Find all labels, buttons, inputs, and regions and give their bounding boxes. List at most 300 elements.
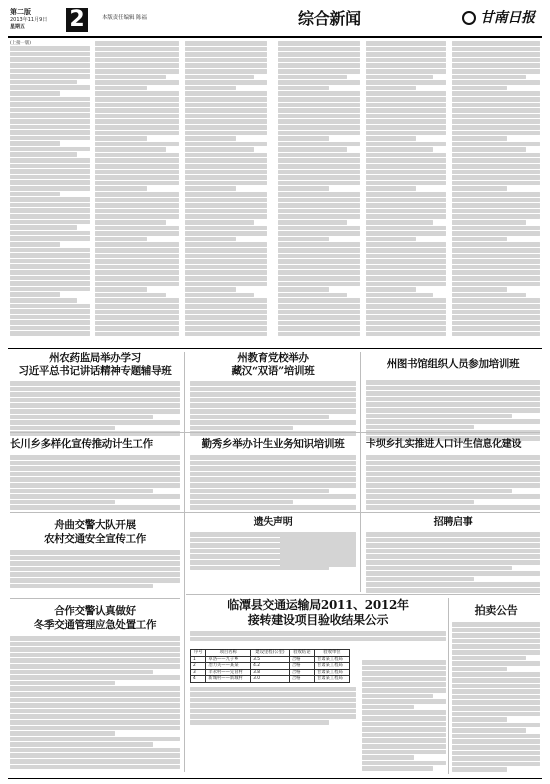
text-line (366, 103, 446, 108)
text-line (366, 538, 540, 543)
text-line (452, 712, 540, 717)
text-line (95, 125, 179, 130)
text-line (366, 198, 446, 203)
text-line (366, 47, 446, 52)
text-line (366, 214, 446, 219)
article-a4-headline: 长川乡多样化宣传推动计生工作 (10, 438, 153, 450)
text-line (366, 91, 446, 96)
text-line (452, 147, 526, 152)
section-title: 综合新闻 (298, 9, 361, 28)
text-line (95, 209, 179, 214)
text-line (278, 186, 329, 191)
text-line (366, 231, 446, 236)
text-line (95, 237, 147, 242)
text-line (366, 293, 433, 298)
text-line (10, 85, 90, 90)
text-line (95, 153, 179, 158)
text-line (10, 714, 180, 719)
text-line (452, 259, 540, 264)
text-line (278, 298, 360, 303)
text-line (366, 181, 446, 186)
table-cell: 3.0 (251, 676, 290, 683)
text-line (366, 186, 416, 191)
text-line (190, 461, 356, 466)
text-line (366, 41, 446, 46)
text-line (452, 717, 507, 722)
text-line (452, 304, 540, 309)
text-line (10, 315, 90, 320)
text-line (278, 103, 360, 108)
text-line (10, 584, 153, 589)
big-notice-side-text (362, 660, 446, 776)
text-line (366, 461, 540, 466)
text-line (10, 304, 90, 309)
article-a8-headline: 合作交警认真做好 (54, 605, 136, 617)
text-line (366, 483, 540, 488)
text-line (278, 259, 360, 264)
text-line (278, 254, 360, 259)
text-line (185, 52, 267, 57)
masthead-rule (8, 36, 542, 38)
text-line (95, 231, 179, 236)
text-line (278, 147, 347, 152)
text-line (452, 91, 540, 96)
text-line (362, 710, 446, 715)
text-line (190, 698, 356, 703)
text-line (185, 91, 267, 96)
text-line (10, 426, 115, 431)
text-line (10, 225, 77, 230)
text-line (366, 500, 474, 505)
text-line (452, 131, 540, 136)
text-line (362, 705, 414, 710)
text-line (10, 158, 90, 163)
text-line (278, 58, 360, 63)
text-line (452, 41, 540, 46)
table-cell: 4 (191, 676, 206, 683)
text-line (278, 310, 360, 315)
text-line (366, 577, 474, 582)
text-line (452, 231, 540, 236)
table-header-cell: 项目名称 (206, 650, 251, 657)
text-line (278, 315, 360, 320)
text-line (190, 494, 356, 499)
text-line (452, 214, 540, 219)
text-line (278, 198, 360, 203)
text-line (185, 214, 267, 219)
text-line (10, 461, 180, 466)
text-line (10, 203, 90, 208)
text-line (452, 248, 540, 253)
text-line (366, 543, 540, 548)
article-a2-headline2: 藏汉“双语”培训班 (231, 365, 315, 377)
text-line (366, 408, 540, 413)
text-line (452, 52, 540, 57)
text-line (362, 755, 414, 760)
text-line (278, 47, 360, 52)
text-line (278, 304, 360, 309)
text-line (10, 180, 90, 185)
text-line (190, 687, 356, 692)
text-line (452, 639, 540, 644)
text-line (452, 326, 540, 331)
misc-notice (280, 534, 356, 570)
text-line (185, 75, 254, 80)
text-line (452, 181, 540, 186)
article-a5 (190, 438, 356, 511)
text-line (10, 403, 180, 408)
text-line (95, 248, 179, 253)
text-line (185, 125, 267, 130)
text-line (452, 734, 540, 739)
text-line (278, 97, 360, 102)
text-line (452, 270, 540, 275)
text-line (10, 175, 90, 180)
text-line (10, 214, 90, 219)
text-line (278, 136, 329, 141)
text-line (278, 293, 347, 298)
text-line (366, 136, 416, 141)
text-line (95, 63, 179, 68)
text-line (185, 226, 267, 231)
text-line (278, 142, 360, 147)
text-line (452, 644, 540, 649)
text-line (185, 108, 267, 113)
text-line (366, 588, 540, 593)
text-line (185, 287, 236, 292)
article-a3-headline: 州图书馆组织人员参加培训班 (386, 358, 520, 370)
text-line (95, 86, 147, 91)
text-line (185, 47, 267, 52)
text-line (366, 549, 540, 554)
text-line (366, 158, 446, 163)
text-line (452, 136, 507, 141)
text-line (10, 164, 90, 169)
text-line (185, 58, 267, 63)
text-line (366, 209, 446, 214)
text-line (452, 119, 540, 124)
text-line (95, 265, 179, 270)
text-line (362, 727, 446, 732)
text-line (366, 321, 446, 326)
text-line (95, 58, 179, 63)
text-line (362, 660, 446, 665)
text-line (10, 726, 180, 731)
article-a1-body (10, 381, 180, 437)
text-line (190, 466, 356, 471)
text-line (366, 131, 446, 136)
text-line (10, 753, 180, 758)
text-line (10, 472, 180, 477)
text-line (185, 326, 267, 331)
text-line (95, 158, 179, 163)
article-a1-headline: 州农药监局举办学习 (49, 352, 141, 364)
text-line (362, 716, 446, 721)
top-col-1-text (10, 46, 90, 340)
text-line (10, 505, 180, 510)
text-line (185, 198, 267, 203)
text-line (95, 310, 179, 315)
table-header-cell: 验收结论 (289, 650, 314, 657)
text-line (452, 103, 540, 108)
text-line (95, 226, 179, 231)
text-line (10, 52, 90, 57)
text-line (278, 75, 347, 80)
text-line (366, 402, 540, 407)
article-a2-headline: 州教育党校举办 (237, 352, 309, 364)
text-line (190, 714, 356, 719)
text-line (278, 170, 360, 175)
text-line (278, 248, 360, 253)
text-line (278, 287, 329, 292)
article-a4-body (10, 455, 180, 511)
text-line (185, 142, 267, 147)
text-line (278, 63, 360, 68)
text-line (366, 571, 540, 576)
text-line (10, 381, 180, 386)
table-cell: 新城村——新城村 (206, 676, 251, 683)
text-line (452, 672, 540, 677)
text-line (185, 103, 267, 108)
text-line (10, 765, 180, 770)
text-line (278, 80, 360, 85)
text-line (452, 628, 540, 633)
text-line (95, 175, 179, 180)
text-line (278, 125, 360, 130)
newspaper-emblem-icon (462, 11, 476, 25)
text-line (95, 220, 166, 225)
text-line (366, 108, 446, 113)
big-notice-footer (190, 687, 356, 727)
text-line (190, 415, 329, 420)
text-line (10, 220, 90, 225)
text-line (366, 414, 512, 419)
text-line (362, 750, 446, 755)
text-line (10, 253, 90, 258)
text-line (10, 658, 180, 663)
editor-line: 本版责任编辑 陈福 (102, 15, 147, 21)
text-line (190, 489, 329, 494)
auction-notice (452, 604, 540, 774)
text-line (10, 415, 153, 420)
text-line (10, 57, 90, 62)
text-line (278, 175, 360, 180)
text-line (10, 748, 180, 753)
text-line (366, 391, 540, 396)
text-line (10, 320, 90, 325)
text-line (95, 170, 179, 175)
text-line (366, 226, 446, 231)
article-a5-body (190, 455, 356, 511)
text-line (10, 703, 180, 708)
text-line (190, 381, 356, 386)
text-line (185, 153, 267, 158)
text-line (10, 387, 180, 392)
text-line (452, 678, 540, 683)
text-line (95, 69, 179, 74)
text-line (10, 108, 90, 113)
article-a8 (10, 604, 180, 774)
text-line (366, 489, 512, 494)
text-line (452, 158, 540, 163)
top-col-3 (185, 41, 267, 343)
text-line (185, 97, 267, 102)
text-line (278, 108, 360, 113)
text-line (366, 326, 446, 331)
article-a4 (10, 438, 180, 511)
article-a6 (366, 438, 540, 511)
text-line (185, 265, 267, 270)
text-line (366, 270, 446, 275)
text-line (190, 477, 356, 482)
text-line (280, 562, 356, 567)
table-cell: 卓洛——九子乡 (206, 656, 251, 663)
text-line (10, 97, 90, 102)
text-line (185, 158, 267, 163)
text-line (362, 677, 446, 682)
text-line (190, 692, 356, 697)
date-label: 2013年11月9日 (10, 17, 48, 23)
text-line (185, 69, 267, 74)
text-line (278, 237, 329, 242)
text-line (10, 550, 180, 555)
text-line (10, 197, 90, 202)
text-line (185, 186, 236, 191)
text-line (366, 505, 540, 510)
text-line (10, 242, 60, 247)
text-line (362, 699, 446, 704)
lost-notice-title: 遗失声明 (253, 517, 293, 528)
article-a7-headline2: 农村交通安全宣传工作 (44, 533, 146, 545)
text-line (95, 47, 179, 52)
text-line (10, 731, 115, 736)
text-line (366, 425, 474, 430)
text-line (278, 242, 360, 247)
text-line (452, 86, 507, 91)
text-line (95, 80, 179, 85)
text-line (366, 554, 540, 559)
text-line (10, 248, 90, 253)
text-line (10, 686, 180, 691)
table-cell: 甘肃某工程局 (315, 663, 350, 670)
text-line (190, 409, 356, 414)
text-line (366, 75, 433, 80)
table-header-cell: 验收单位 (315, 650, 350, 657)
article-a7-headline: 舟曲交警大队开展 (54, 519, 136, 531)
text-line (10, 409, 180, 414)
article-a5-headline: 勤秀乡举办计生业务知识培训班 (201, 438, 345, 450)
text-line (452, 265, 540, 270)
top-col-1 (10, 41, 90, 343)
text-line (185, 270, 267, 275)
text-line (95, 119, 179, 124)
text-line (95, 164, 179, 169)
divider (10, 432, 540, 433)
text-line (366, 52, 446, 57)
table-cell: 合格 (289, 669, 314, 676)
text-line (452, 656, 526, 661)
auction-notice-body (452, 622, 540, 774)
text-line (366, 477, 540, 482)
text-line (366, 170, 446, 175)
divider (10, 598, 180, 599)
text-line (452, 58, 540, 63)
text-line (278, 214, 360, 219)
text-line (185, 237, 236, 242)
text-line (10, 331, 90, 336)
article-a2-body (190, 381, 356, 437)
text-line (452, 108, 540, 113)
text-line (278, 41, 360, 46)
text-line (366, 287, 416, 292)
top-col-lead: (上接一版) (10, 41, 31, 46)
text-line (452, 684, 540, 689)
text-line (10, 119, 90, 124)
text-line (185, 220, 254, 225)
text-line (10, 326, 90, 331)
text-line (10, 398, 180, 403)
text-line (452, 192, 540, 197)
text-line (10, 681, 115, 686)
top-col-4 (278, 41, 360, 343)
text-line (95, 282, 179, 287)
text-line (362, 666, 446, 671)
text-line (280, 540, 356, 545)
text-line (452, 209, 540, 214)
text-line (95, 41, 179, 46)
text-line (185, 248, 267, 253)
text-line (452, 63, 540, 68)
paper-name: 甘南日报 (480, 10, 535, 26)
text-line (95, 75, 166, 80)
text-line (366, 265, 446, 270)
text-line (95, 259, 179, 264)
text-line (278, 321, 360, 326)
text-line (190, 709, 356, 714)
text-line (452, 650, 540, 655)
text-line (278, 270, 360, 275)
text-line (362, 671, 446, 676)
text-line (95, 103, 179, 108)
table-header-cell: 序号 (191, 650, 206, 657)
text-line (366, 380, 540, 385)
text-line (366, 58, 446, 63)
text-line (190, 483, 356, 488)
text-line (278, 153, 360, 158)
table-cell: 3 (191, 669, 206, 676)
text-line (10, 636, 180, 641)
hiring-notice-body (366, 532, 540, 596)
text-line (278, 326, 360, 331)
text-line (366, 220, 433, 225)
article-a7 (10, 518, 180, 594)
text-line (190, 392, 356, 397)
table-cell: 1 (191, 656, 206, 663)
text-line (95, 91, 179, 96)
article-a6-headline: 卡坝乡扎实推进人口计生信息化建设 (366, 439, 522, 450)
text-line (10, 455, 180, 460)
divider (184, 352, 185, 772)
text-line (278, 131, 360, 136)
text-line (10, 500, 115, 505)
text-line (185, 114, 267, 119)
text-line (452, 226, 540, 231)
text-line (190, 403, 356, 408)
text-line (452, 125, 540, 130)
text-line (366, 125, 446, 130)
text-line (10, 420, 180, 425)
text-line (185, 209, 267, 214)
